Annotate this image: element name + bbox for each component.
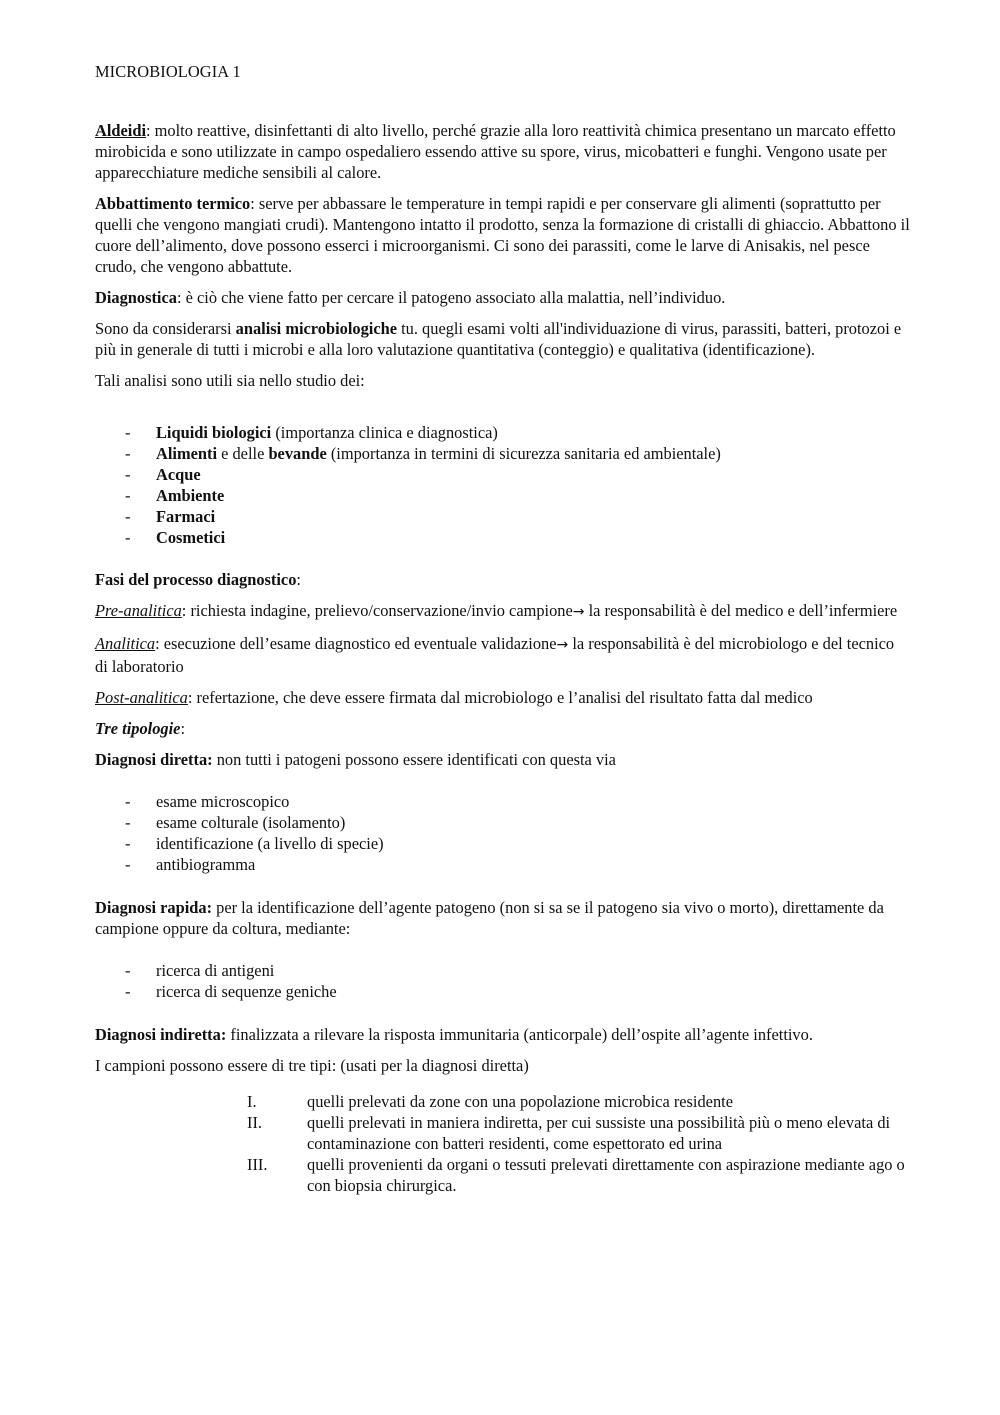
item-text: ricerca di sequenze geniche — [156, 982, 337, 1001]
list-item — [95, 854, 910, 875]
text-post: : refertazione, che deve essere firmata dal microbiologo e l’analisi del risultato fatta dal medico — [187, 688, 813, 707]
dash-bullet: - — [125, 982, 131, 1001]
text-indiretta: finalizzata a rilevare la risposta immunitaria (anticorpale) dell’ospite all’agente infettivo. — [226, 1025, 813, 1044]
text-pre-b: la responsabilità è del medico e dell’infermiere — [584, 601, 898, 620]
term-analitica: Analitica — [95, 634, 156, 653]
term-aldeidi: Aldeidi — [95, 121, 147, 140]
fasi-title: Fasi del processo diagnostico — [95, 570, 297, 589]
list-item — [95, 527, 910, 548]
paragraph-analisi — [95, 318, 910, 360]
list-item — [95, 506, 910, 527]
term-post-analitica: Post-analitica — [95, 688, 188, 707]
list-item — [95, 1154, 910, 1196]
text-analisi-after: tu. quegli esami volti all'individuazione di virus, parassiti, batteri, protozoi e più in generale di tutti i microbi e alla loro valutazione quantitativa (conteggio) e qualitativa (identificazione). — [95, 319, 902, 359]
item-bold: Cosmetici — [156, 528, 226, 547]
term-rapida: Diagnosi rapida: — [95, 898, 213, 917]
paragraph-abbattimento — [95, 193, 910, 277]
list-item — [95, 960, 910, 981]
roman-numeral: III. — [247, 1155, 268, 1174]
item-text: esame microscopico — [156, 792, 290, 811]
term-pre-analitica: Pre-analitica — [95, 601, 182, 620]
item-bold: bevande — [268, 444, 327, 463]
list-item — [95, 812, 910, 833]
dash-bullet: - — [125, 444, 131, 463]
item-text: quelli prelevati da zone con una popolazione microbica residente — [307, 1092, 733, 1111]
document-body — [95, 120, 910, 1196]
studio-list — [95, 422, 910, 548]
paragraph-tali: Tali analisi sono utili sia nello studio dei: — [95, 371, 365, 390]
list-item — [95, 1091, 910, 1112]
dash-bullet: - — [125, 961, 131, 980]
list-item — [95, 485, 910, 506]
dash-bullet: - — [125, 834, 131, 853]
text-abbattimento: : serve per abbassare le temperature in tempi rapidi e per conservare gli alimenti (soprattutto per quelli che vengono mangiati crudi). Mantengono intatto il prodotto, senza la formazione di cristalli di ghiaccio. Abbattono il cuore dell’alimento, dove possono esserci i microorganismi. Ci sono dei parassiti, come le larve di Anisakis, nel pesce crudo, che vengono abbattute. — [95, 194, 910, 276]
dash-bullet: - — [125, 792, 131, 811]
dash-bullet: - — [125, 528, 131, 547]
heading-fasi — [95, 569, 910, 590]
paragraph-indiretta — [95, 1024, 910, 1045]
rapida-list — [95, 960, 910, 1002]
paragraph-analitica — [95, 633, 910, 677]
tipologie-colon: : — [180, 719, 185, 738]
item-text: (importanza in termini di sicurezza sanitaria ed ambientale) — [326, 444, 721, 463]
text-analitica-b: la responsabilità è del microbiologo e del tecnico di laboratorio — [95, 634, 895, 676]
text-diagnostica: : è ciò che viene fatto per cercare il patogeno associato alla malattia, nell’individuo. — [176, 288, 726, 307]
dash-bullet: - — [125, 813, 131, 832]
page-header: MICROBIOLOGIA 1 — [95, 62, 241, 81]
heading-tipologie — [95, 718, 910, 739]
paragraph-aldeidi — [95, 120, 910, 183]
item-text: (importanza clinica e diagnostica) — [271, 423, 498, 442]
text-rapida: per la identificazione dell’agente patogeno (non si sa se il patogeno sia vivo o morto), direttamente da campione oppure da coltura, mediante: — [95, 898, 884, 938]
dash-bullet: - — [125, 507, 131, 526]
dash-bullet: - — [125, 423, 131, 442]
text-pre-a: : richiesta indagine, prelievo/conservazione/invio campione — [181, 601, 573, 620]
list-item — [95, 981, 910, 1002]
item-bold: Ambiente — [156, 486, 225, 505]
paragraph-rapida — [95, 897, 910, 939]
item-text: ricerca di antigeni — [156, 961, 275, 980]
arrow-icon: → — [556, 637, 569, 653]
dash-bullet: - — [125, 855, 131, 874]
roman-numeral: II. — [247, 1113, 263, 1132]
item-text: antibiogramma — [156, 855, 256, 874]
roman-numeral: I. — [247, 1092, 257, 1111]
list-item — [95, 464, 910, 485]
term-analisi: analisi microbiologiche — [235, 319, 398, 338]
arrow-icon: → — [572, 604, 585, 620]
paragraph-pre-analitica — [95, 600, 910, 623]
tipologie-title: Tre tipologie — [95, 719, 181, 738]
item-text: quelli prelevati in maniera indiretta, per cui sussiste una possibilità più o meno elevata di contaminazione con batteri residenti, come espettorato ed urina — [307, 1113, 891, 1153]
list-item — [95, 443, 910, 464]
diretta-list — [95, 791, 910, 875]
text-diretta: non tutti i patogeni possono essere identificati con questa via — [212, 750, 616, 769]
term-abbattimento: Abbattimento termico — [95, 194, 251, 213]
list-item — [95, 422, 910, 443]
term-diagnostica: Diagnostica — [95, 288, 177, 307]
list-item — [95, 833, 910, 854]
list-item — [95, 1112, 910, 1154]
item-bold: Farmaci — [156, 507, 216, 526]
item-text: quelli provenienti da organi o tessuti prelevati direttamente con aspirazione mediante ago o con biopsia chirurgica. — [307, 1155, 905, 1195]
item-bold: Acque — [156, 465, 201, 484]
item-text: e delle — [217, 444, 269, 463]
paragraph-post-analitica — [95, 687, 910, 708]
item-bold: Alimenti — [156, 444, 218, 463]
dash-bullet: - — [125, 465, 131, 484]
text-analisi-before: Sono da considerarsi — [95, 319, 236, 338]
term-diretta: Diagnosi diretta: — [95, 750, 213, 769]
item-text: identificazione (a livello di specie) — [156, 834, 384, 853]
paragraph-diagnostica — [95, 287, 910, 308]
campioni-list — [95, 1091, 910, 1196]
text-aldeidi: : molto reattive, disinfettanti di alto livello, perché grazie alla loro reattività chimica presentano un marcato effetto mirobicida e sono utilizzate in campo ospedaliero essendo attive su spore, virus, micobatteri e funghi. Vengono usate per apparecchiature mediche sensibili al calore. — [95, 121, 896, 182]
paragraph-diretta — [95, 749, 910, 770]
dash-bullet: - — [125, 486, 131, 505]
item-text: esame colturale (isolamento) — [156, 813, 346, 832]
term-indiretta: Diagnosi indiretta: — [95, 1025, 227, 1044]
item-bold: Liquidi biologici — [156, 423, 272, 442]
fasi-colon: : — [296, 570, 301, 589]
list-item — [95, 791, 910, 812]
text-analitica-a: : esecuzione dell’esame diagnostico ed eventuale validazione — [155, 634, 557, 653]
paragraph-campioni: I campioni possono essere di tre tipi: (usati per la diagnosi diretta) — [95, 1056, 529, 1075]
